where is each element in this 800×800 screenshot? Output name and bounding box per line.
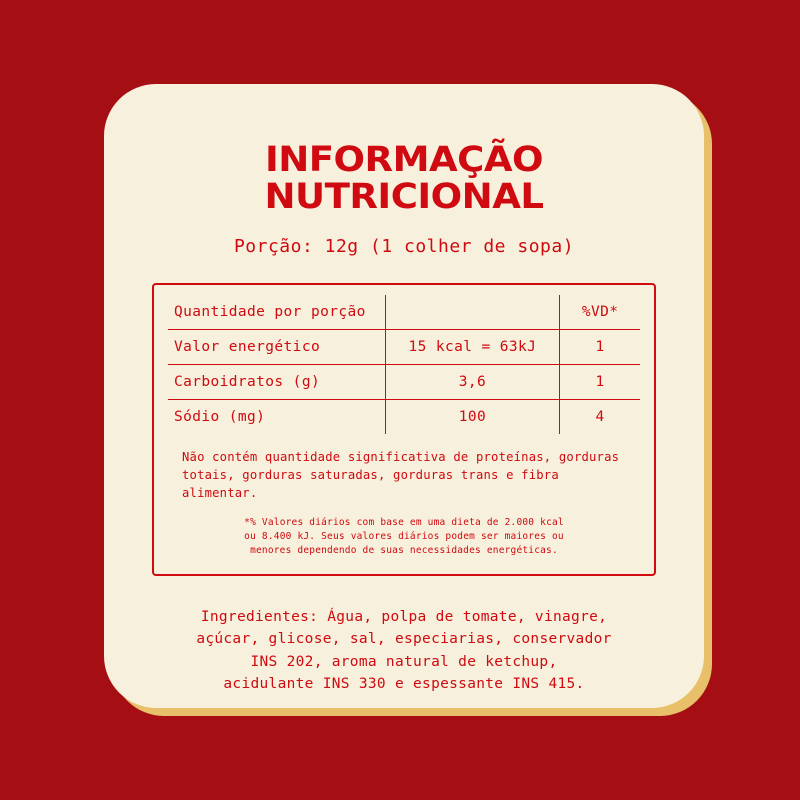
nutrition-note xyxy=(168,448,640,503)
row-value-sodium: 100 xyxy=(385,399,560,434)
daily-values-note xyxy=(168,516,640,557)
nutrition-table-container xyxy=(152,283,656,576)
nutrition-note-line-1: Não contém quantidade significativa de proteínas, gorduras xyxy=(182,449,620,464)
row-label-sodium: Sódio (mg) xyxy=(168,399,385,434)
row-value-carbs: 3,6 xyxy=(385,364,560,399)
table-row xyxy=(168,329,640,364)
row-label-carbs: Carboidratos (g) xyxy=(168,364,385,399)
daily-values-note-line-3: menores dependendo de suas necessidades energéticas. xyxy=(250,544,558,556)
daily-values-note-line-2: ou 8.400 kJ. Seus valores diários podem ser maiores ou xyxy=(244,531,564,543)
table-row xyxy=(168,399,640,434)
ingredients-line-4: acidulante INS 330 e espessante INS 415. xyxy=(223,676,585,693)
row-value-energy: 15 kcal = 63kJ xyxy=(385,329,560,364)
ingredients-line-3: INS 202, aroma natural de ketchup, xyxy=(250,653,558,670)
row-vd-energy: 1 xyxy=(560,329,640,364)
table-header-row xyxy=(168,295,640,330)
table-row xyxy=(168,364,640,399)
page-title: INFORMAÇÃO NUTRICIONAL xyxy=(264,140,544,217)
row-label-energy: Valor energético xyxy=(168,329,385,364)
ingredients-text xyxy=(152,606,656,696)
nutrition-card xyxy=(104,84,704,708)
daily-values-note-line-1: *% Valores diários com base em uma dieta de 2.000 kcal xyxy=(244,517,564,529)
nutrition-table xyxy=(168,295,640,434)
ingredients-line-1: Ingredientes: Água, polpa de tomate, vinagre, xyxy=(200,608,608,625)
nutrition-note-line-2: totais, gorduras saturadas, gorduras trans e fibra alimentar. xyxy=(182,467,559,501)
portion-text: Porção: 12g (1 colher de sopa) xyxy=(233,235,575,257)
header-vd: %VD* xyxy=(560,295,640,330)
ingredients-line-2: açúcar, glicose, sal, especiarias, conservador xyxy=(196,631,612,648)
row-vd-carbs: 1 xyxy=(560,364,640,399)
header-quantity: Quantidade por porção xyxy=(174,303,366,320)
row-vd-sodium: 4 xyxy=(560,399,640,434)
header-value xyxy=(385,295,560,330)
